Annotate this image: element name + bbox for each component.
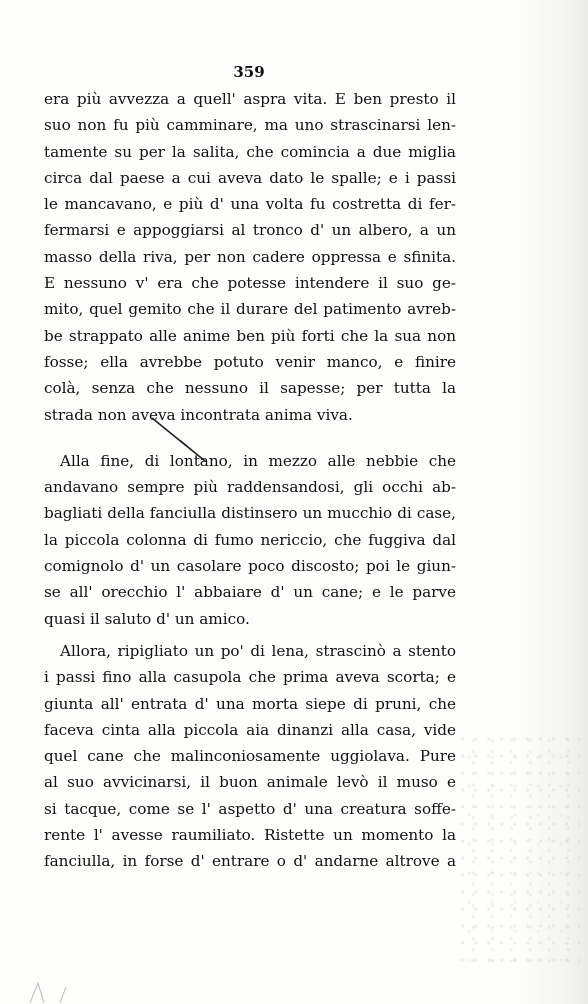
text-line: al suo avvicinarsi, il buon animale levò il muso e	[44, 773, 456, 792]
text-line: le mancavano, e più d' una volta fu costretta di fer-	[44, 195, 456, 214]
text-line: quel cane che malinconiosamente uggiolava. Pure	[44, 747, 456, 766]
paper-speckle	[460, 734, 580, 964]
pencil-mark	[150, 416, 210, 466]
text-line: colà, senza che nessuno il sapesse; per tutta la	[44, 379, 456, 398]
paragraph-3	[44, 638, 456, 875]
text-line: faceva cinta alla piccola aia dinanzi alla casa, vide	[44, 720, 456, 739]
paragraph-gap	[44, 428, 456, 448]
text-line: andavano sempre più raddensandosi, gli occhi ab-	[44, 478, 456, 497]
text-line: E nessuno v' era che potesse intendere il suo ge-	[44, 274, 456, 293]
text-line: tamente su per la salita, che comincia a due miglia	[44, 142, 456, 161]
text-line: la piccola colonna di fumo nericcio, che fuggiva dal	[44, 530, 456, 549]
paragraph-2	[44, 448, 456, 632]
text-line: masso della riva, per non cadere oppressa e sfinita.	[44, 247, 456, 266]
text-line: comignolo d' un casolare poco discosto; poi le giun-	[44, 557, 456, 576]
body-text	[44, 86, 456, 875]
text-line: quasi il saluto d' un amico.	[44, 609, 250, 628]
text-line: si tacque, come se l' aspetto d' una creatura soffe-	[44, 799, 456, 818]
text-line: fanciulla, in forse d' entrare o d' andarne altrove a	[44, 852, 456, 871]
corner-scribble	[0, 975, 100, 1004]
text-line: fosse; ella avrebbe potuto venir manco, e finire	[44, 352, 456, 371]
text-line: rente l' avesse raumiliato. Ristette un momento la	[44, 826, 456, 845]
text-line: strada non aveva incontrata anima viva.	[44, 405, 353, 424]
text-line: be strappato alle anime ben più forti che la sua non	[44, 326, 456, 345]
paragraph-1	[44, 86, 456, 428]
text-line: Alla fine, di lontano, in mezzo alle nebbie che	[60, 451, 456, 470]
page-number: 359	[233, 63, 265, 81]
text-line: i passi fino alla casupola che prima aveva scorta; e	[44, 668, 456, 687]
text-line: fermarsi e appoggiarsi al tronco d' un albero, a un	[44, 221, 456, 240]
text-line: bagliati della fanciulla distinsero un mucchio di case,	[44, 504, 456, 523]
text-line: giunta all' entrata d' una morta siepe di pruni, che	[44, 694, 456, 713]
text-line: suo non fu più camminare, ma uno strascinarsi len-	[44, 116, 456, 135]
text-line: era più avvezza a quell' aspra vita. E ben presto il	[44, 90, 456, 108]
text-line: mito, quel gemito che il durare del patimento avreb-	[44, 300, 456, 319]
text-line: circa dal paese a cui aveva dato le spalle; e i passi	[44, 168, 456, 187]
text-line: se all' orecchio l' abbaiare d' un cane; e le parve	[44, 583, 456, 602]
text-line: Allora, ripigliato un po' di lena, strascinò a stento	[60, 641, 456, 660]
